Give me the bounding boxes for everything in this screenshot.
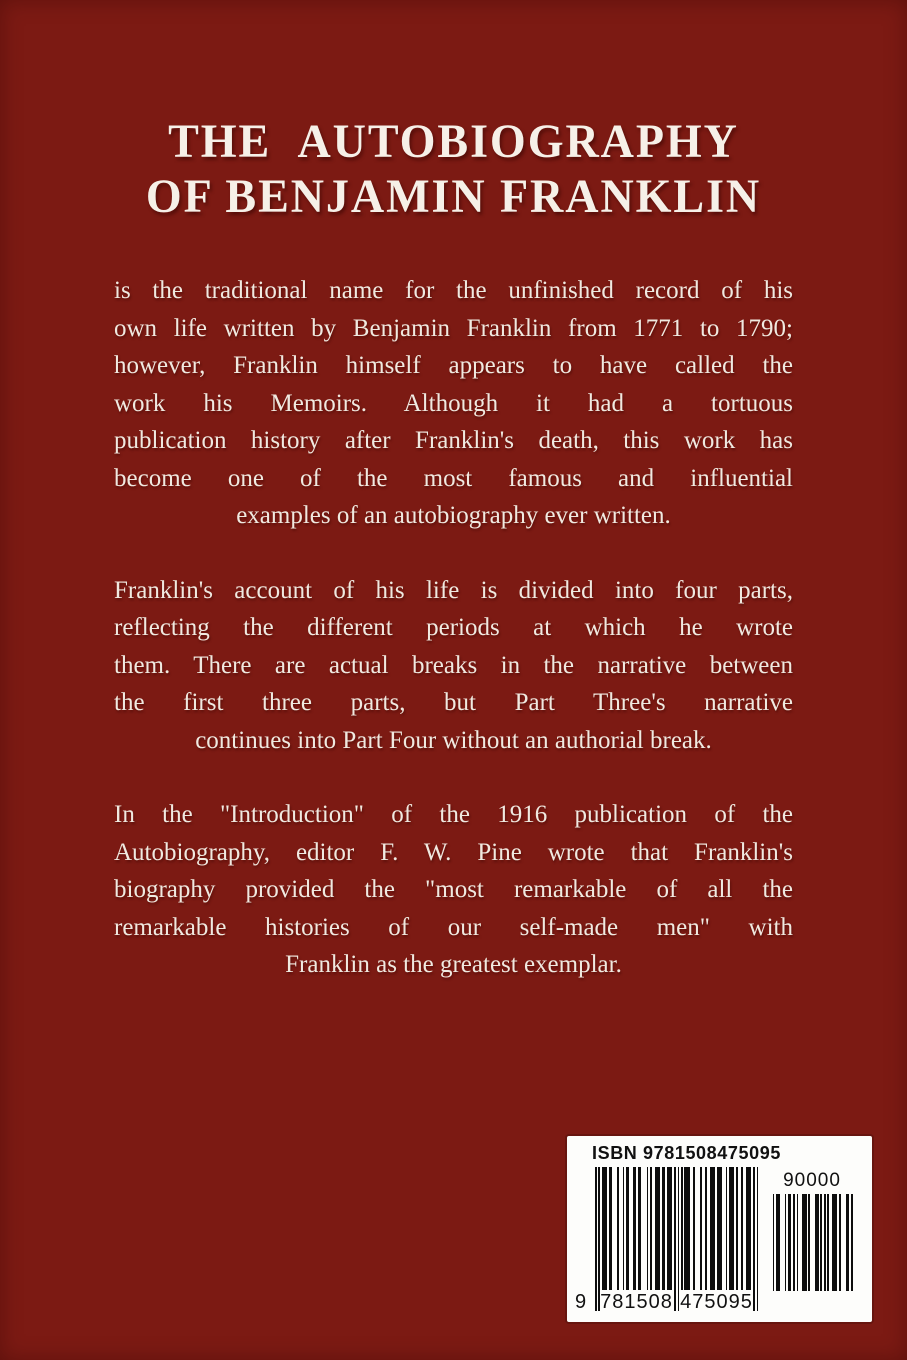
price-code-label: 90000 [783,1170,841,1191]
text-line: work his Memoirs. Although it had a tortuous [114,389,793,417]
text-line: Franklin as the greatest exemplar. [285,951,622,978]
ean5-supplement [771,1170,853,1291]
text-line: reflecting the different periods at which he wrote [114,614,793,641]
text-line: become one of the most famous and influential [114,464,793,492]
text-line: own life written by Benjamin Franklin from 1771 to 1790; [114,314,793,342]
barcode-module [757,1167,759,1311]
ean13-digit-lead: 9 [575,1291,587,1313]
text-line: remarkable histories of our self-made men" with [114,913,793,941]
paragraph-structure [114,572,793,760]
text-line: the first three parts, but Part Three's narrative [114,689,793,716]
text-line: biography provided the "most remarkable of all the [114,876,793,903]
text-line: publication history after Franklin's death, this work has [114,427,793,454]
text-line: Franklin's account of his life is divided into four parts, [114,576,793,604]
text-line: continues into Part Four without an authorial break. [195,726,712,754]
text-line: them. There are actual breaks in the narrative between [114,651,793,679]
text-line: is the traditional name for the unfinished record of his [114,277,793,304]
book-title-line2: OF BENJAMIN FRANKLIN [145,170,762,223]
ean13-digit-group2: 475095 [680,1291,753,1313]
text-line: however, Franklin himself appears to have called the [114,352,793,379]
ean13-digits [575,1291,758,1314]
text-line: Autobiography, editor F. W. Pine wrote that Franklin's [114,838,793,866]
ean13-digit-group1: 781508 [600,1291,673,1313]
back-cover-text [114,272,793,1021]
isbn-barcode-panel [567,1136,872,1322]
isbn-label: ISBN 9781508475095 [592,1143,781,1163]
paragraph-introduction-quote [114,796,793,984]
book-title [18,114,889,224]
paragraph-summary [114,272,793,535]
text-line: examples of an autobiography ever written. [236,502,671,529]
barcode-module [851,1194,853,1291]
ean13-barcode [575,1167,758,1313]
text-line: In the "Introduction" of the 1916 publication of the [114,801,793,828]
book-title-line1: THE AUTOBIOGRAPHY [168,115,739,168]
ean5-bars [771,1194,853,1291]
